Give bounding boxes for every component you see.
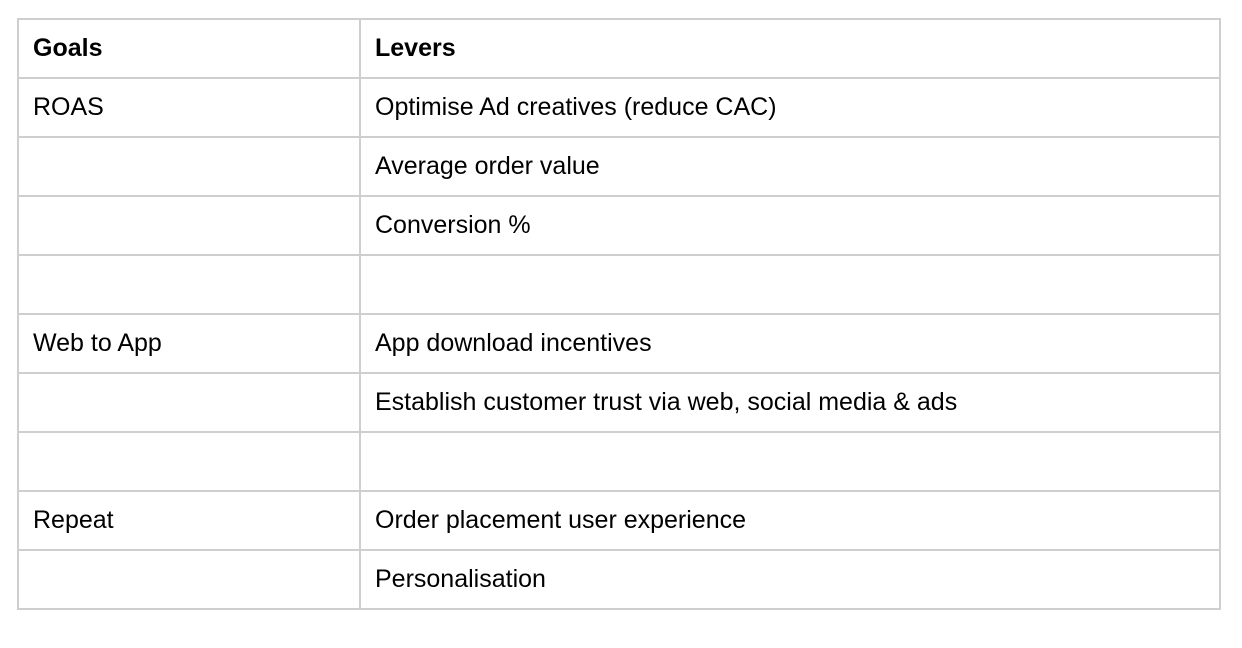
- lever-cell: Establish customer trust via web, social media & ads: [360, 373, 1220, 432]
- lever-cell: Personalisation: [360, 550, 1220, 609]
- table-row: [18, 432, 1220, 491]
- goal-cell: [18, 137, 360, 196]
- lever-cell: App download incentives: [360, 314, 1220, 373]
- table-row: [18, 255, 1220, 314]
- lever-cell: Conversion %: [360, 196, 1220, 255]
- goal-cell: [18, 550, 360, 609]
- table-row: [18, 137, 1220, 196]
- goal-cell: [18, 196, 360, 255]
- goal-cell: [18, 432, 360, 491]
- table-row: [18, 314, 1220, 373]
- lever-cell: [360, 255, 1220, 314]
- table-header-row: [18, 19, 1220, 78]
- goal-cell: Repeat: [18, 491, 360, 550]
- levers-column-header: Levers: [360, 19, 1220, 78]
- table-row: [18, 491, 1220, 550]
- goal-cell: Web to App: [18, 314, 360, 373]
- goal-cell: [18, 255, 360, 314]
- table-row: [18, 550, 1220, 609]
- goals-column-header: Goals: [18, 19, 360, 78]
- table-row: [18, 78, 1220, 137]
- lever-cell: Average order value: [360, 137, 1220, 196]
- lever-cell: Optimise Ad creatives (reduce CAC): [360, 78, 1220, 137]
- lever-cell: Order placement user experience: [360, 491, 1220, 550]
- goal-cell: ROAS: [18, 78, 360, 137]
- goal-cell: [18, 373, 360, 432]
- table-row: [18, 196, 1220, 255]
- lever-cell: [360, 432, 1220, 491]
- table-row: [18, 373, 1220, 432]
- goals-levers-table: [17, 18, 1221, 610]
